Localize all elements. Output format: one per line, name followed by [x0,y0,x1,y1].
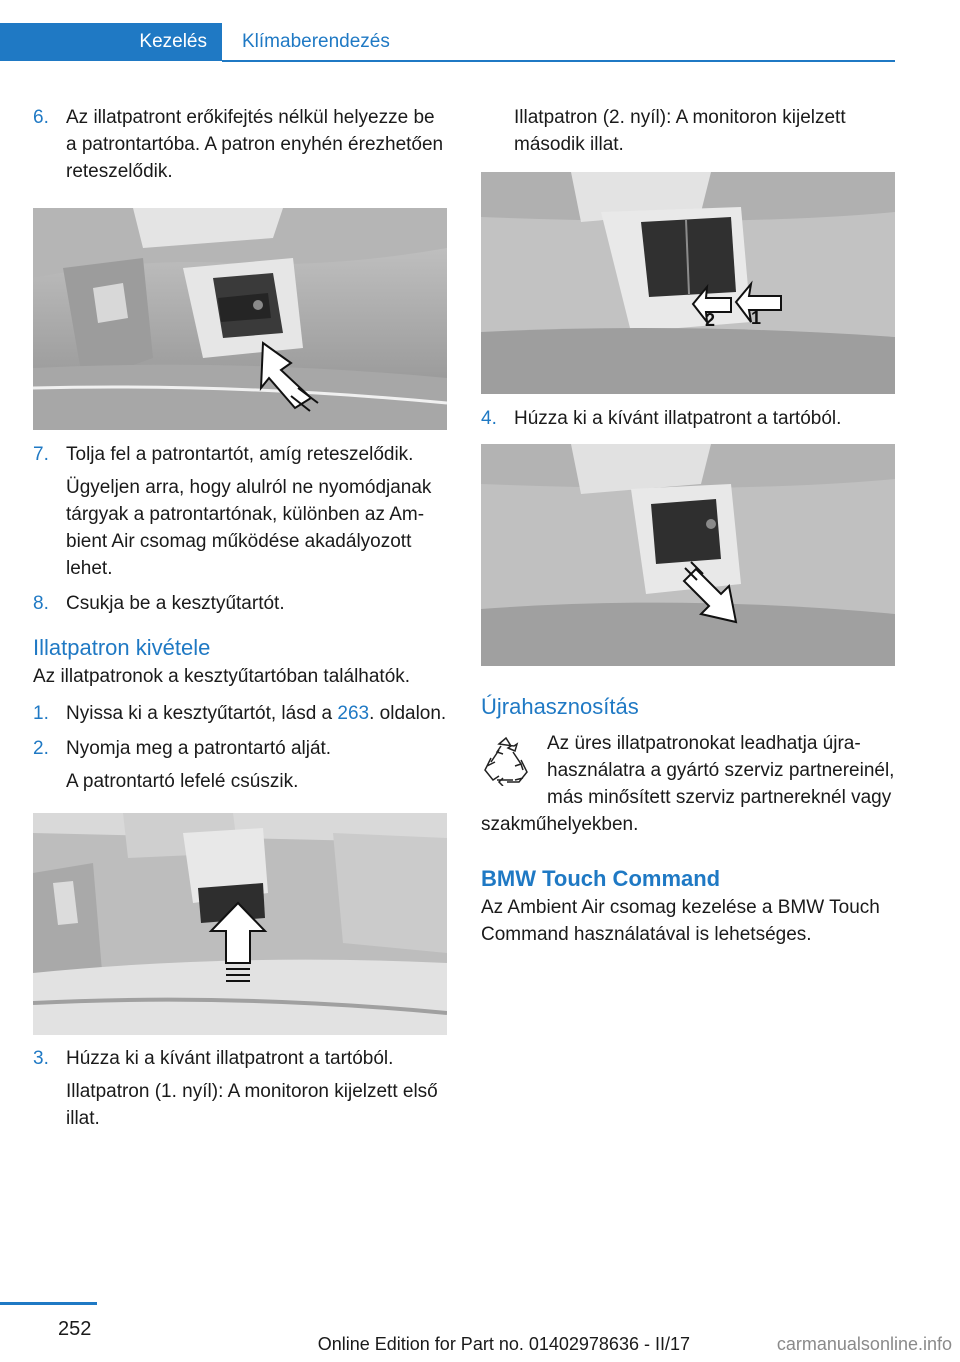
photo-pull-cartridge [481,444,895,666]
removal-step-3 [33,1045,447,1072]
removal-step-4 [481,405,895,432]
header-divider [222,60,895,62]
step-7 [33,441,447,468]
recycle-text: Az üres illatpatronokat leadhatja újrahasználatra a gyártó szerviz partnereinél, más minősített szerviz partnereknél vagy szakműhelyekben. [481,733,895,835]
step-number: 8. [33,593,49,614]
touch-command-text: Az Ambient Air csomag kezelése a BMW Touch Command használatával is lehetséges. [481,897,880,945]
arrow-label-1: 1 [751,308,762,328]
page-reference-link[interactable]: 263 [337,703,370,724]
section-title-removal: Illatpatron kivétele [33,635,211,660]
page-number: 252 [58,1318,92,1340]
step-note: A patrontartó lefelé csúszik. [66,771,299,792]
recycling-block [481,730,895,838]
photo-insert-cartridge [33,208,447,430]
step-number: 6. [33,107,49,128]
photo-cartridge-arrows [481,172,895,394]
step-6 [33,104,447,185]
arrow-label-2: 2 [705,310,716,330]
step-text: Nyomja meg a patrontartó alját. [66,738,332,759]
section-title-touch-command: BMW Touch Command [481,866,721,891]
step-note: Illatpatron (1. nyíl): A monitoron kijelzett első illat. [66,1081,438,1129]
step-text: Húzza ki a kívánt illatpatront a tartóból. [66,1048,394,1069]
step-note-continued: Illatpatron (2. nyíl): A monitoron kijelzett második illat. [514,107,846,155]
photo-press-holder [33,813,447,1035]
tab-kezeles[interactable]: Kezelés [0,23,222,61]
step-text: Az illatpatront erőkifejtés nélkül helyezze be a patrontartóba. A patron enyhén érezhetően reteszelődik. [66,107,444,182]
right-column [481,104,895,948]
step-text: Nyissa ki a kesztyűtartót, lásd a [66,703,338,724]
removal-step-1 [33,700,447,727]
step-number: 3. [33,1048,49,1069]
footer-divider [0,1302,97,1305]
step-note: Ügyeljen arra, hogy alulról ne nyomódjanak tárgyak a patrontartónak, különben az Ambient Air csomag működése akadályozott lehet. [66,477,432,579]
step-text: Tolja fel a patrontartót, amíg reteszelődik. [66,444,414,465]
section-title-recycling: Újrahasznosítás [481,694,639,719]
section-intro: Az illatpatronok a kesztyűtartóban találhatók. [33,666,411,687]
page-header [0,0,895,62]
step-number: 2. [33,738,49,759]
tab-klimaberendezes[interactable]: Klímaberendezés [242,31,390,52]
step-8 [33,590,447,617]
step-number: 7. [33,444,49,465]
removal-step-2 [33,735,447,762]
step-number: 4. [481,408,497,429]
step-text: Húzza ki a kívánt illatpatront a tartóból. [514,408,842,429]
recycle-icon [481,730,547,810]
left-column [33,104,447,1132]
step-number: 1. [33,703,49,724]
step-text: Csukja be a kesztyűtartót. [66,593,285,614]
watermark: carmanualsonline.info [776,1334,952,1354]
step-text-after: . oldalon. [369,703,447,724]
edition-text: Online Edition for Part no. 01402978636 - II/17 [317,1334,690,1354]
